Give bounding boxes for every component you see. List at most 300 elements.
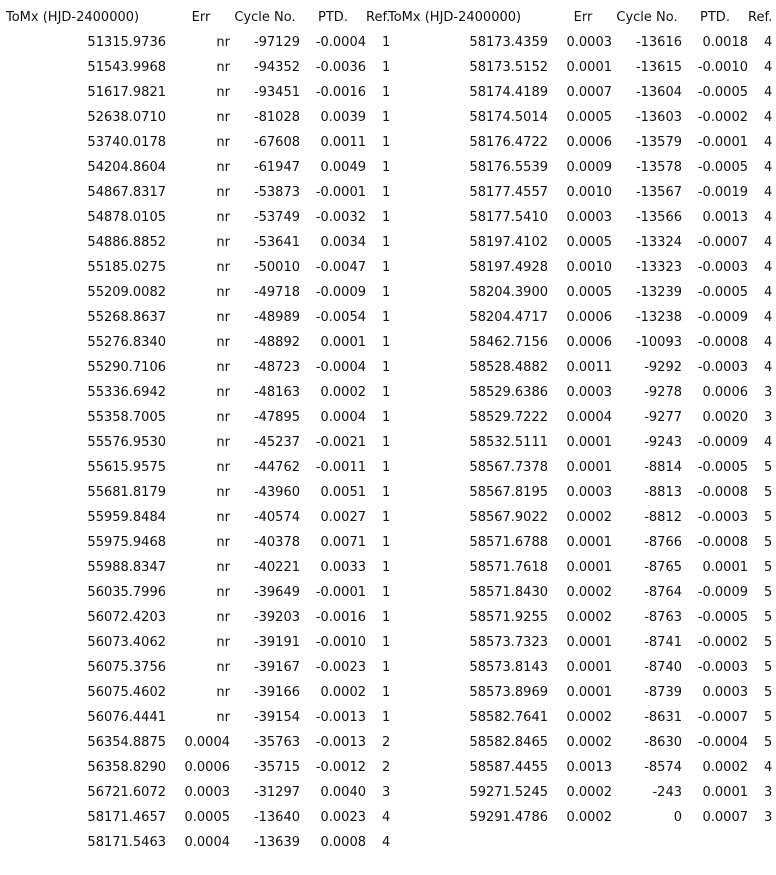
cell-err: 0.0003 <box>566 210 612 225</box>
cell-err: 0.0004 <box>184 735 230 750</box>
cell-cycle: -45237 <box>253 435 300 450</box>
cell-ptd: -0.0021 <box>315 435 366 450</box>
cell-tomx: 58173.5152 <box>469 60 548 75</box>
table-row <box>388 805 772 830</box>
cell-ptd: -0.0008 <box>697 335 748 350</box>
cell-err: 0.0005 <box>184 810 230 825</box>
cell-cycle: -39154 <box>253 710 300 725</box>
cell-err: nr <box>216 485 230 500</box>
cell-err: 0.0001 <box>566 635 612 650</box>
cell-err: nr <box>216 510 230 525</box>
cell-ref: 1 <box>381 185 391 200</box>
cell-err: 0.0006 <box>184 760 230 775</box>
cell-tomx: 56075.3756 <box>87 660 166 675</box>
cell-ptd: 0.0023 <box>320 810 366 825</box>
cell-ref: 4 <box>763 235 773 250</box>
cell-ptd: -0.0008 <box>697 535 748 550</box>
cell-cycle: -53749 <box>253 210 300 225</box>
cell-err: nr <box>216 35 230 50</box>
table-row <box>6 680 390 705</box>
table-row <box>6 180 390 205</box>
cell-ptd: -0.0013 <box>315 710 366 725</box>
cell-tomx: 55975.9468 <box>87 535 166 550</box>
timings-table-left <box>6 5 390 855</box>
cell-err: 0.0005 <box>566 110 612 125</box>
cell-ref: 1 <box>381 210 391 225</box>
cell-cycle: -35763 <box>253 735 300 750</box>
cell-ptd: 0.0002 <box>320 385 366 400</box>
cell-tomx: 52638.0710 <box>87 110 166 125</box>
table-row <box>388 530 772 555</box>
cell-ptd: -0.0047 <box>315 260 366 275</box>
cell-ref: 1 <box>381 260 391 275</box>
table-row <box>388 730 772 755</box>
table-row <box>6 305 390 330</box>
cell-tomx: 58532.5111 <box>469 435 548 450</box>
cell-err: nr <box>216 660 230 675</box>
cell-err: 0.0007 <box>566 85 612 100</box>
cell-ref: 5 <box>763 610 773 625</box>
cell-ptd: -0.0016 <box>315 85 366 100</box>
cell-cycle: -13566 <box>635 210 682 225</box>
cell-err: nr <box>216 210 230 225</box>
cell-err: 0.0011 <box>566 360 612 375</box>
table-row <box>388 555 772 580</box>
cell-ref: 5 <box>763 460 773 475</box>
cell-ptd: 0.0040 <box>320 785 366 800</box>
cell-tomx: 55681.8179 <box>87 485 166 500</box>
cell-tomx: 59291.4786 <box>469 810 548 825</box>
cell-tomx: 56072.4203 <box>87 610 166 625</box>
table-row <box>388 155 772 180</box>
cell-err: nr <box>216 85 230 100</box>
cell-ref: 1 <box>381 335 391 350</box>
cell-cycle: -8740 <box>644 660 682 675</box>
cell-tomx: 58204.3900 <box>469 285 548 300</box>
table-row <box>6 130 390 155</box>
cell-tomx: 58582.7641 <box>469 710 548 725</box>
table-row <box>388 180 772 205</box>
cell-ptd: 0.0049 <box>320 160 366 175</box>
cell-cycle: -35715 <box>253 760 300 775</box>
cell-err: 0.0003 <box>184 785 230 800</box>
cell-ref: 1 <box>381 610 391 625</box>
cell-ref: 5 <box>763 660 773 675</box>
table-row <box>388 255 772 280</box>
cell-ptd: -0.0032 <box>315 210 366 225</box>
cell-cycle: -43960 <box>253 485 300 500</box>
cell-ref: 5 <box>763 510 773 525</box>
cell-ref: 4 <box>763 110 773 125</box>
table-row <box>6 30 390 55</box>
cell-ptd: -0.0009 <box>697 310 748 325</box>
cell-ref: 1 <box>381 410 391 425</box>
table-row <box>388 405 772 430</box>
table-row <box>388 680 772 705</box>
cell-err: 0.0010 <box>566 260 612 275</box>
cell-cycle: -13639 <box>253 835 300 850</box>
table-row <box>6 105 390 130</box>
header-row <box>388 5 772 30</box>
table-row <box>388 580 772 605</box>
cell-ptd: -0.0002 <box>697 635 748 650</box>
cell-tomx: 56075.4602 <box>87 685 166 700</box>
cell-cycle: -39166 <box>253 685 300 700</box>
cell-ref: 3 <box>381 785 391 800</box>
cell-tomx: 58204.4717 <box>469 310 548 325</box>
table-row <box>388 480 772 505</box>
table-row <box>6 630 390 655</box>
cell-ref: 1 <box>381 385 391 400</box>
cell-err: 0.0002 <box>566 735 612 750</box>
cell-cycle: -9277 <box>644 410 682 425</box>
cell-cycle: -67608 <box>253 135 300 150</box>
cell-cycle: -48989 <box>253 310 300 325</box>
cell-tomx: 58571.7618 <box>469 560 548 575</box>
cell-err: 0.0002 <box>566 810 612 825</box>
cell-err: nr <box>216 335 230 350</box>
cell-cycle: -93451 <box>253 85 300 100</box>
cell-err: nr <box>216 710 230 725</box>
table-row <box>388 105 772 130</box>
table-row <box>388 30 772 55</box>
cell-tomx: 56721.6072 <box>87 785 166 800</box>
cell-cycle: -13616 <box>635 35 682 50</box>
cell-cycle: -13239 <box>635 285 682 300</box>
table-row <box>388 330 772 355</box>
cell-cycle: -8630 <box>644 735 682 750</box>
cell-tomx: 58174.4189 <box>469 85 548 100</box>
cell-tomx: 58573.8969 <box>469 685 548 700</box>
cell-ref: 1 <box>381 660 391 675</box>
table-row <box>388 280 772 305</box>
cell-cycle: -13603 <box>635 110 682 125</box>
cell-ref: 5 <box>763 685 773 700</box>
cell-ptd: -0.0019 <box>697 185 748 200</box>
table-row <box>388 130 772 155</box>
cell-ref: 4 <box>763 335 773 350</box>
cell-ref: 1 <box>381 135 391 150</box>
table-row <box>388 205 772 230</box>
cell-ref: 4 <box>763 360 773 375</box>
cell-ptd: -0.0001 <box>697 135 748 150</box>
cell-tomx: 58571.6788 <box>469 535 548 550</box>
cell-tomx: 55276.8340 <box>87 335 166 350</box>
cell-err: 0.0001 <box>566 660 612 675</box>
table-row <box>6 555 390 580</box>
table-body-left <box>6 30 390 855</box>
cell-cycle: -13238 <box>635 310 682 325</box>
cell-ref: 5 <box>763 535 773 550</box>
cell-err: 0.0003 <box>566 35 612 50</box>
cell-err: nr <box>216 60 230 75</box>
table-row <box>6 205 390 230</box>
cell-err: nr <box>216 135 230 150</box>
table-row <box>388 55 772 80</box>
cell-cycle: -9243 <box>644 435 682 450</box>
cell-tomx: 58171.5463 <box>87 835 166 850</box>
cell-ref: 4 <box>763 160 773 175</box>
col-header-tomx: ToMx (HJD-2400000) <box>6 10 140 25</box>
cell-ptd: 0.0001 <box>702 560 748 575</box>
cell-err: 0.0001 <box>566 460 612 475</box>
cell-ref: 1 <box>381 485 391 500</box>
cell-cycle: -8812 <box>644 510 682 525</box>
cell-cycle: -39203 <box>253 610 300 625</box>
cell-ref: 1 <box>381 285 391 300</box>
timings-table-right <box>388 5 772 830</box>
cell-tomx: 58567.8195 <box>469 485 548 500</box>
cell-ref: 1 <box>381 685 391 700</box>
cell-err: 0.0006 <box>566 135 612 150</box>
cell-tomx: 58197.4102 <box>469 235 548 250</box>
cell-ptd: -0.0003 <box>697 360 748 375</box>
cell-ptd: -0.0012 <box>315 760 366 775</box>
cell-ptd: 0.0001 <box>702 785 748 800</box>
cell-tomx: 56076.4441 <box>87 710 166 725</box>
table-row <box>388 80 772 105</box>
col-header-tomx: ToMx (HJD-2400000) <box>388 10 522 25</box>
cell-cycle: -8765 <box>644 560 682 575</box>
table-row <box>388 305 772 330</box>
cell-cycle: -8814 <box>644 460 682 475</box>
cell-ptd: -0.0001 <box>315 585 366 600</box>
cell-ptd: 0.0034 <box>320 235 366 250</box>
cell-tomx: 56035.7996 <box>87 585 166 600</box>
col-header-ref: Ref. <box>366 10 391 25</box>
cell-cycle: -8766 <box>644 535 682 550</box>
cell-ref: 4 <box>763 260 773 275</box>
cell-ref: 4 <box>763 135 773 150</box>
cell-ref: 1 <box>381 560 391 575</box>
table-row <box>388 455 772 480</box>
cell-cycle: -50010 <box>253 260 300 275</box>
cell-ref: 4 <box>763 185 773 200</box>
cell-cycle: -13615 <box>635 60 682 75</box>
cell-err: nr <box>216 360 230 375</box>
table-row <box>6 380 390 405</box>
table-row <box>6 430 390 455</box>
cell-cycle: -53641 <box>253 235 300 250</box>
cell-ref: 1 <box>381 110 391 125</box>
cell-ref: 5 <box>763 585 773 600</box>
table-row <box>388 780 772 805</box>
cell-ptd: 0.0004 <box>320 410 366 425</box>
cell-err: 0.0004 <box>566 410 612 425</box>
cell-ptd: -0.0007 <box>697 235 748 250</box>
cell-tomx: 55358.7005 <box>87 410 166 425</box>
table-row <box>388 630 772 655</box>
cell-ref: 1 <box>381 310 391 325</box>
table-row <box>388 705 772 730</box>
cell-cycle: -40378 <box>253 535 300 550</box>
cell-ref: 1 <box>381 710 391 725</box>
cell-cycle: -8631 <box>644 710 682 725</box>
cell-cycle: -31297 <box>253 785 300 800</box>
cell-tomx: 56073.4062 <box>87 635 166 650</box>
cell-ref: 4 <box>381 835 391 850</box>
cell-err: 0.0005 <box>566 285 612 300</box>
cell-ref: 1 <box>381 635 391 650</box>
table-row <box>6 480 390 505</box>
cell-tomx: 58587.4455 <box>469 760 548 775</box>
cell-err: 0.0013 <box>566 760 612 775</box>
cell-tomx: 58529.7222 <box>469 410 548 425</box>
cell-err: 0.0002 <box>566 610 612 625</box>
cell-ref: 1 <box>381 585 391 600</box>
cell-err: nr <box>216 385 230 400</box>
table-row <box>388 605 772 630</box>
cell-cycle: -47895 <box>253 410 300 425</box>
cell-err: nr <box>216 110 230 125</box>
cell-ptd: 0.0008 <box>320 835 366 850</box>
cell-ptd: 0.0011 <box>320 135 366 150</box>
cell-cycle: -9292 <box>644 360 682 375</box>
cell-tomx: 58528.4882 <box>469 360 548 375</box>
cell-ptd: -0.0008 <box>697 485 748 500</box>
cell-err: nr <box>216 635 230 650</box>
cell-ref: 4 <box>763 285 773 300</box>
cell-tomx: 51617.9821 <box>87 85 166 100</box>
cell-err: nr <box>216 160 230 175</box>
cell-ptd: -0.0003 <box>697 510 748 525</box>
cell-cycle: -53873 <box>253 185 300 200</box>
cell-tomx: 58567.7378 <box>469 460 548 475</box>
cell-tomx: 51315.9736 <box>87 35 166 50</box>
cell-ptd: 0.0071 <box>320 535 366 550</box>
cell-tomx: 55209.0082 <box>87 285 166 300</box>
cell-tomx: 51543.9968 <box>87 60 166 75</box>
cell-tomx: 58173.4359 <box>469 35 548 50</box>
cell-tomx: 55988.8347 <box>87 560 166 575</box>
cell-ref: 5 <box>763 735 773 750</box>
table-row <box>6 455 390 480</box>
cell-ptd: -0.0009 <box>315 285 366 300</box>
cell-err: nr <box>216 560 230 575</box>
cell-ref: 1 <box>381 160 391 175</box>
cell-ptd: 0.0006 <box>702 385 748 400</box>
table-row <box>6 355 390 380</box>
cell-ptd: 0.0001 <box>320 335 366 350</box>
cell-ref: 1 <box>381 60 391 75</box>
cell-err: 0.0002 <box>566 710 612 725</box>
cell-ptd: 0.0007 <box>702 810 748 825</box>
table-row <box>6 755 390 780</box>
cell-err: 0.0001 <box>566 60 612 75</box>
cell-err: 0.0001 <box>566 560 612 575</box>
cell-err: 0.0005 <box>566 235 612 250</box>
cell-err: 0.0001 <box>566 435 612 450</box>
cell-cycle: -8764 <box>644 585 682 600</box>
cell-ref: 3 <box>763 785 773 800</box>
cell-ptd: 0.0013 <box>702 210 748 225</box>
table-row <box>388 230 772 255</box>
cell-err: 0.0003 <box>566 385 612 400</box>
cell-tomx: 56354.8875 <box>87 735 166 750</box>
cell-tomx: 58176.5539 <box>469 160 548 175</box>
cell-err: 0.0004 <box>184 835 230 850</box>
cell-ref: 2 <box>381 760 391 775</box>
cell-ref: 5 <box>763 560 773 575</box>
cell-ref: 5 <box>763 485 773 500</box>
cell-ptd: 0.0002 <box>702 760 748 775</box>
cell-ref: 3 <box>763 385 773 400</box>
cell-ptd: 0.0002 <box>320 685 366 700</box>
cell-tomx: 58582.8465 <box>469 735 548 750</box>
cell-ref: 5 <box>763 635 773 650</box>
cell-ref: 5 <box>763 710 773 725</box>
cell-cycle: -10093 <box>635 335 682 350</box>
cell-ptd: -0.0005 <box>697 460 748 475</box>
cell-tomx: 58573.8143 <box>469 660 548 675</box>
cell-err: nr <box>216 185 230 200</box>
cell-tomx: 58197.4928 <box>469 260 548 275</box>
cell-tomx: 55576.9530 <box>87 435 166 450</box>
cell-tomx: 58462.7156 <box>469 335 548 350</box>
cell-tomx: 58571.9255 <box>469 610 548 625</box>
cell-cycle: 0 <box>673 810 682 825</box>
table-row <box>6 255 390 280</box>
cell-ptd: 0.0003 <box>702 685 748 700</box>
cell-ref: 4 <box>763 760 773 775</box>
cell-ref: 1 <box>381 85 391 100</box>
table-row <box>6 530 390 555</box>
cell-ref: 2 <box>381 735 391 750</box>
cell-ptd: -0.0023 <box>315 660 366 675</box>
cell-ref: 1 <box>381 235 391 250</box>
cell-cycle: -39167 <box>253 660 300 675</box>
cell-ptd: -0.0007 <box>697 710 748 725</box>
cell-tomx: 55959.8484 <box>87 510 166 525</box>
col-header-err: Err <box>191 10 211 25</box>
cell-tomx: 58571.8430 <box>469 585 548 600</box>
cell-cycle: -40574 <box>253 510 300 525</box>
cell-cycle: -97129 <box>253 35 300 50</box>
cell-tomx: 58567.9022 <box>469 510 548 525</box>
cell-err: 0.0003 <box>566 485 612 500</box>
cell-cycle: -61947 <box>253 160 300 175</box>
cell-cycle: -13323 <box>635 260 682 275</box>
table-row <box>388 430 772 455</box>
cell-ref: 4 <box>763 85 773 100</box>
cell-tomx: 55268.8637 <box>87 310 166 325</box>
cell-tomx: 59271.5245 <box>469 785 548 800</box>
table-row <box>6 280 390 305</box>
cell-ptd: -0.0013 <box>315 735 366 750</box>
cell-tomx: 58177.4557 <box>469 185 548 200</box>
cell-ptd: -0.0002 <box>697 110 748 125</box>
cell-ptd: -0.0003 <box>697 260 748 275</box>
cell-tomx: 58573.7323 <box>469 635 548 650</box>
table-row <box>6 830 390 855</box>
table-row <box>6 730 390 755</box>
table-row <box>6 780 390 805</box>
table-row <box>6 505 390 530</box>
cell-ptd: -0.0036 <box>315 60 366 75</box>
cell-cycle: -8574 <box>644 760 682 775</box>
cell-ptd: 0.0020 <box>702 410 748 425</box>
cell-err: 0.0002 <box>566 585 612 600</box>
table-row <box>6 55 390 80</box>
cell-err: 0.0010 <box>566 185 612 200</box>
cell-err: 0.0001 <box>566 685 612 700</box>
table-row <box>6 580 390 605</box>
table-row <box>388 355 772 380</box>
cell-ptd: 0.0027 <box>320 510 366 525</box>
cell-cycle: -8739 <box>644 685 682 700</box>
cell-ref: 3 <box>763 410 773 425</box>
cell-ref: 1 <box>381 460 391 475</box>
